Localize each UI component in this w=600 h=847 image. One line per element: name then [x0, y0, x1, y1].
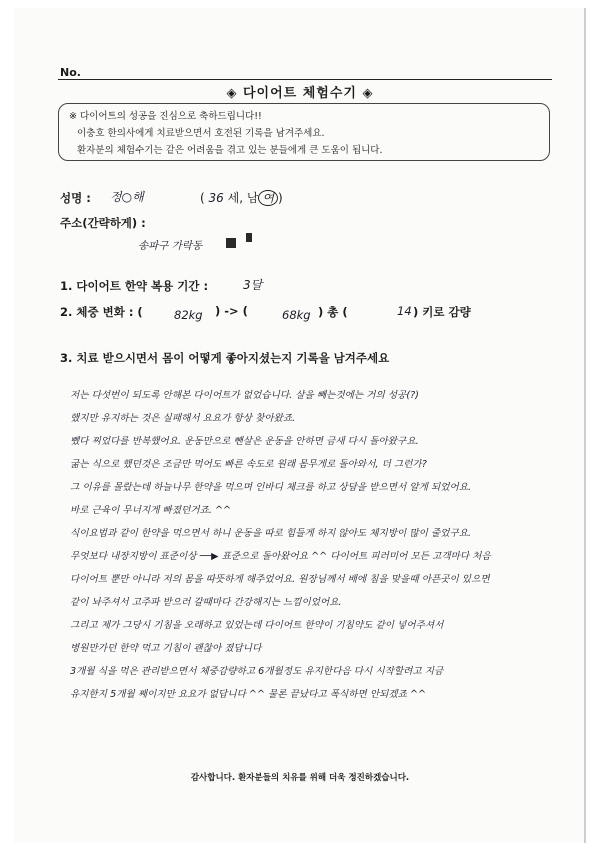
testimony-line: 굶는 식으로 했던것은 조금만 먹어도 빠른 속도로 원래 몸무게로 돌아와서, 더 그런가?	[70, 459, 427, 470]
testimony-line: 무엇보다 내장지방이 표준이상 ──▶ 표준으로 돌아왔어요 ^^ 다이어트 피러미어 모든 고객마다 처음	[70, 551, 491, 562]
document-title: ◈ 다이어트 체험수기 ◈	[226, 86, 374, 101]
notice-line-3: 환자분의 체험수기는 같은 어려움을 겪고 있는 분들에게 큰 도움이 됩니다.	[77, 145, 383, 156]
age-open-paren: (	[200, 191, 205, 205]
age-value: 36	[208, 191, 224, 205]
address-label: 주소(간략하게) :	[60, 216, 146, 230]
testimony-line: 그리고 제가 그당시 기침을 오래하고 있었는데 다이어트 한약이 기침약도 같이 넣어주셔서	[70, 620, 444, 631]
q3-label: 3. 치료 받으시면서 몸이 어떻게 좋아지셨는지 기록을 남겨주세요	[60, 351, 390, 365]
header-divider	[58, 79, 552, 80]
gender-value: 여	[258, 190, 278, 206]
notice-box	[58, 103, 550, 161]
address-redaction-2	[246, 233, 252, 242]
testimony-text	[70, 384, 550, 706]
notice-line-1: ※ 다이어트의 성공을 진심으로 축하드립니다!!	[69, 111, 262, 122]
name-value: 정○해	[110, 190, 144, 204]
q2-arrow: ) -> (	[215, 304, 248, 318]
q1-value: 3달	[243, 278, 263, 292]
document-number-label: No.	[60, 66, 81, 79]
q1-label: 1. 다이어트 한약 복용 기간 :	[60, 279, 209, 293]
age-gender-field	[200, 189, 283, 206]
testimony-line: 바로 근육이 무너지게 빠졌던거죠. ^^	[70, 505, 232, 516]
weight-before: 82kg	[174, 308, 203, 322]
testimony-line: 같이 놔주셔서 고주파 받으러 갈때마다 간강해지는 느낌이었어요.	[70, 597, 342, 608]
age-close-paren: )	[278, 191, 283, 205]
q2-total-label: ) 총 (	[318, 305, 348, 319]
address-redaction	[226, 238, 236, 248]
footer-thanks: 감사합니다. 환자분들의 치유를 위해 더욱 정진하겠습니다.	[190, 773, 410, 783]
testimony-line: 뺐다 찌었다를 반복했어요. 운동만으로 뺀살은 운동을 안하면 금새 다시 돌아왔구요.	[70, 436, 419, 447]
q2-tail: ) 키로 감량	[413, 305, 471, 319]
address-value: 송파구 가락동	[138, 240, 203, 252]
weight-lost: 14	[397, 304, 412, 318]
age-unit: 세, 남	[227, 191, 259, 205]
testimony-line: 그 이유를 몰랐는데 하늘나무 한약을 먹으며 인바디 체크를 하고 상담을 받으면서 알게 되었어요.	[70, 482, 472, 493]
weight-after: 68kg	[282, 308, 311, 322]
testimony-line: 저는 다섯번이 되도록 안해본 다이어트가 없었습니다. 살을 빼는것에는 거의 성공(?)	[70, 390, 419, 401]
testimony-line: 다이어트 뿐만 아니라 저의 몸을 따뜻하게 해주었어요. 원장님께서 배에 침을 맞을때 아픈곳이 있으면	[70, 574, 490, 585]
testimony-line: 병원만가던 한약 먹고 기침이 괜찮아 졌답니다	[70, 643, 262, 654]
testimony-line: 식이요법과 같이 한약을 먹으면서 하니 운동을 따로 힘들게 하지 않아도 체지방이 많이 줄었구요.	[70, 528, 472, 539]
testimony-line: 유지한지 5개월 째이지만 요요가 없답니다 ^^ 물론 끝났다고 폭식하면 안되겠죠 ^^	[70, 689, 427, 700]
testimony-line: 했지만 유지하는 것은 실패해서 요요가 항상 찾아왔죠.	[70, 413, 296, 424]
testimony-line: 3개월 식을 먹은 관리받으면서 체중감량하고 6개월정도 유지한다음 다시 시작할려고 지금	[70, 666, 444, 677]
q2-label: 2. 체중 변화 : (	[60, 305, 143, 319]
notice-line-2: 이충호 한의사에게 치료받으면서 호전된 기록을 남겨주세요.	[77, 128, 325, 139]
name-label: 성명 :	[60, 191, 91, 205]
